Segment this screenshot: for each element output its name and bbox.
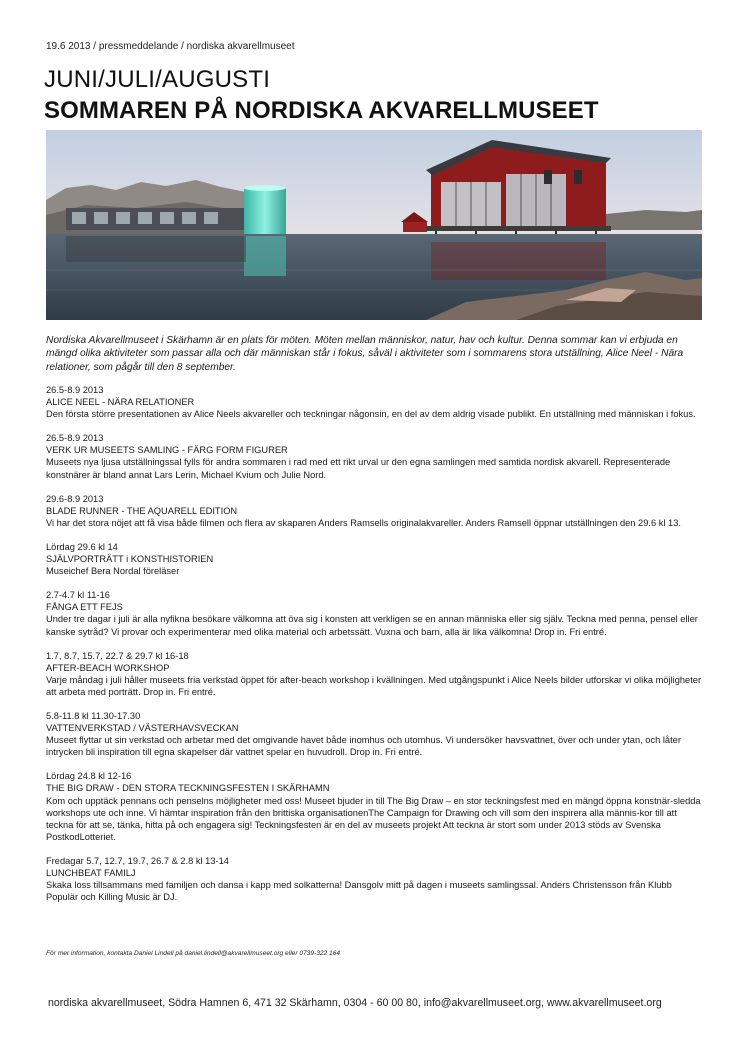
event-date: 2.7-4.7 kl 11-16 — [46, 590, 110, 601]
event-item — [46, 650, 704, 698]
event-description: Kom och upptäck pennans och penselns möjligheter med oss! Museet bjuder in till The Big Draw – en stor teckningsfest med en mängd öppna konstnär-sledda workshops ute och inne. Vi hämtar inspiration från den brittiska organisationenThe Campaign for Drawing och vill som den inspirera alla männis-kor till att teckna för att se, tänka, hitta på och engagera sig! Teckningsfesten är en del av museets projekt Att teckna är stort som under 2013 stöds av Svenska PostkodLotteriet. — [46, 795, 701, 842]
intro-paragraph: Nordiska Akvarellmuseet i Skärhamn är en plats för möten. Möten mellan människor, natur, hav och kultur. Denna sommar kan vi erbjuda en mängd olika aktiviteter som passar alla och där människan står i fokus, såväl i aktiviteter som i sommarens stora utställning, Alice Neel - Nära relationer, som pågår till den 8 september. — [46, 335, 684, 373]
event-date: Fredagar 5.7, 12.7, 19.7, 26.7 & 2.8 kl 13-14 — [46, 855, 229, 866]
breadcrumb: 19.6 2013 / pressmeddelande / nordiska akvarellmuseet — [46, 41, 295, 52]
event-list — [46, 384, 704, 915]
event-item — [46, 541, 704, 577]
event-date: 26.5-8.9 2013 — [46, 385, 104, 395]
event-title: VATTENVERKSTAD / VÄSTERHAVSVECKAN — [46, 723, 239, 734]
page-title-period: JUNI/JULI/AUGUSTI — [44, 66, 271, 93]
event-title: AFTER-BEACH WORKSHOP — [46, 662, 170, 673]
museum-photo — [46, 130, 702, 320]
event-description: Museet flyttar ut sin verkstad och arbetar med det omgivande havet både inomhus och utomhus. Vi undersöker havsvattnet, över och under ytan, och låter intrycken bli inspiration till egna skapelser där vattnet spelar en huvudroll. Drop in. Fri entré. — [46, 735, 681, 758]
event-description: Den första större presentationen av Alice Neels akvareller och teckningar någonsin, en del av dem aldrig visade publikt. En utställning med människan i fokus. — [46, 409, 696, 420]
event-description: Varje måndag i juli håller museets fria verkstad öppet för after-beach workshop i kvällningen. Med utgångspunkt i Alice Neels bilder utforskar vi olika möjligheter att arbeta med porträtt. Drop in. Fri entré. — [46, 674, 702, 697]
event-description: Skaka loss tillsammans med familjen och dansa i kapp med solkatterna! Dansgolv mitt på dagen i museets samlingssal. Anders Christensson från Klubb Populär och Killing Music är DJ. — [46, 880, 672, 903]
event-title: FÅNGA ETT FEJS — [46, 602, 123, 613]
event-item — [46, 432, 704, 480]
event-date: 1.7, 8.7, 15.7, 22.7 & 29.7 kl 16-18 — [46, 650, 189, 661]
event-title: BLADE RUNNER - THE AQUARELL EDITION — [46, 505, 238, 516]
event-date: Lördag 24.8 kl 12-16 — [46, 771, 132, 782]
event-item — [46, 855, 704, 903]
event-item — [46, 589, 704, 637]
event-date: 26.5-8.9 2013 — [46, 433, 104, 444]
event-description: Under tre dagar i juli är alla nyfikna besökare välkomna att öva sig i konsten att verkligen se en annan människa eller sig själv. Teckna med penna, pensel eller kanske sytråd? Vi provar och experimenterar med olika material och arbetssätt. Vuxna och barn, alla är lika välkomna! Drop in. Fri entré. — [46, 614, 698, 637]
event-title: SJÄLVPORTRÄTT i KONSTHISTORIEN — [46, 554, 214, 565]
event-date: Lördag 29.6 kl 14 — [46, 541, 118, 552]
event-description: Vi har det stora nöjet att få visa både filmen och flera av skaparen Anders Ramsells originalakvareller. Anders Ramsell öppnar utställningen den 29.6 kl 13. — [46, 517, 681, 528]
event-date: 5.8-11.8 kl 11.30-17.30 — [46, 710, 141, 721]
event-item — [46, 710, 704, 758]
event-item — [46, 493, 704, 529]
event-title: VERK UR MUSEETS SAMLING - FÄRG FORM FIGURER — [46, 445, 288, 456]
event-title: LUNCHBEAT FAMILJ — [46, 868, 136, 878]
event-date: 29.6-8.9 2013 — [46, 493, 104, 504]
event-item — [46, 770, 704, 843]
event-title: ALICE NEEL - NÄRA RELATIONER — [46, 397, 195, 408]
contact-note: För mer information, kontakta Daniel Lindell på daniel.lindell@akvarellmuseet.org eller 0739-322 164 — [46, 950, 341, 957]
page-title: SOMMAREN PÅ NORDISKA AKVARELLMUSEET — [44, 97, 599, 124]
event-title: THE BIG DRAW - DEN STORA TECKNINGSFESTEN I SKÄRHAMN — [46, 783, 330, 794]
event-description: Museets nya ljusa utställningssal fylls för andra sommaren i rad med ett rikt urval ur den egna samlingen med samtida nordisk akvarell. Representerade konstnärer är bland annat Lars Lerin, Michael Kvium och Julie Nord. — [46, 457, 671, 480]
event-item — [46, 384, 704, 420]
event-description: Museichef Bera Nordal föreläser — [46, 566, 180, 577]
footer-address: nordiska akvarellmuseet, Södra Hamnen 6, 471 32 Skärhamn, 0304 - 60 00 80, info@akvarellmuseet.org, www.akvarellmuseet.org — [48, 997, 662, 1009]
